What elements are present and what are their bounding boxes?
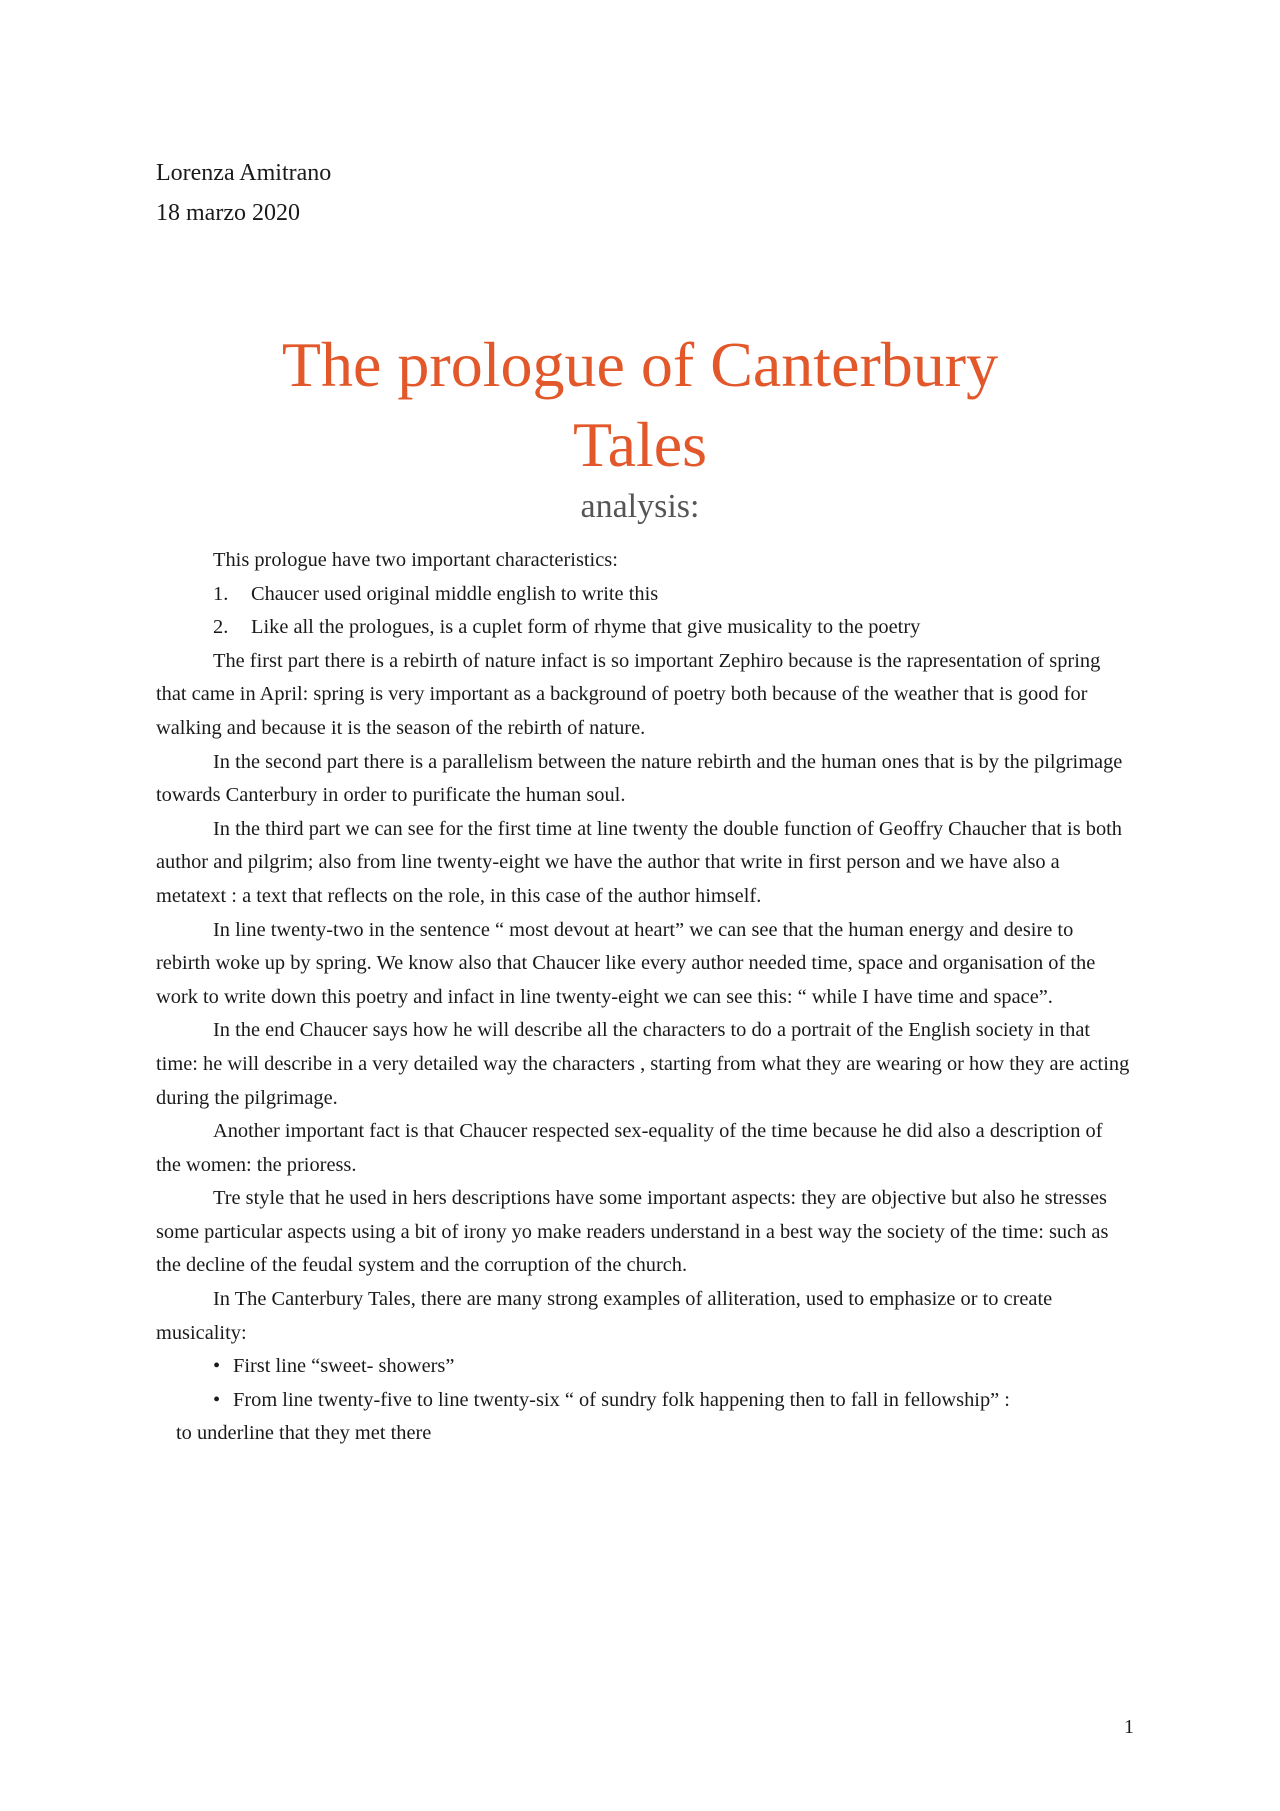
item-number: 1. [213, 582, 229, 605]
paragraph-characters: In the end Chaucer says how he will describe all the characters to do a portrait of the English society in that time: he will describe in a very detailed way the characters , starting from what they are wearing or how they are acting during the pilgrimage. [156, 1019, 1130, 1109]
item-text: Chaucer used original middle english to write this [251, 582, 659, 605]
document-title [0, 325, 1280, 485]
author-name: Lorenza Amitrano [156, 160, 332, 186]
paragraph-sex-equality: Another important fact is that Chaucer respected sex-equality of the time because he did also a description of the women: the prioress. [156, 1120, 1103, 1176]
author-block [156, 153, 331, 233]
bullet-icon: • [213, 1388, 221, 1411]
page-number: 1 [1124, 1716, 1134, 1738]
bullet-text: First line “sweet- showers” [233, 1355, 455, 1378]
paragraph-line-twenty-two: In line twenty-two in the sentence “ most devout at heart” we can see that the human energy and desire to rebirth woke up by spring. We know also that Chaucer like every author needed time, space and organisation of the work to write down this poetry and infact in line twenty-eight we can see this: “ while I have time and space”. [156, 918, 1096, 1008]
document-subtitle: analysis: [580, 488, 700, 525]
item-number: 2. [213, 616, 229, 639]
bullet-continuation: to underline that they met there [176, 1422, 432, 1445]
intro-paragraph: This prologue have two important characteristics: [213, 549, 618, 571]
paragraph-second-part: In the second part there is a parallelism between the nature rebirth and the human ones that is by the pilgrimage towards Canterbury in order to purificate the human soul. [156, 750, 1123, 807]
bullet-text: From line twenty-five to line twenty-six “ of sundry folk happening then to fall in fellowship” : [233, 1388, 1010, 1411]
title-line-1: The prologue of Canterbury [281, 329, 999, 400]
numbered-item [156, 578, 1131, 612]
bullet-item [156, 1350, 1131, 1384]
paragraph-style: Tre style that he used in hers descriptions have some important aspects: they are objective but also he stresses some particular aspects using a bit of irony yo make readers understand in a best way the society of the time: such as the decline of the feudal system and the corruption of the church. [156, 1187, 1109, 1277]
paragraph-alliteration: In The Canterbury Tales, there are many strong examples of alliteration, used to emphasize or to create musicality: [156, 1288, 1053, 1344]
numbered-item [156, 611, 1131, 645]
item-text: Like all the prologues, is a cuplet form of rhyme that give musicality to the poetry [251, 616, 921, 639]
body-text [156, 544, 1131, 1451]
title-line-2: Tales [572, 409, 708, 480]
bullet-icon: • [213, 1355, 221, 1378]
bullet-item [156, 1384, 1131, 1418]
paragraph-first-part: The first part there is a rebirth of nature infact is so important Zephiro because is the rapresentation of spring that came in April: spring is very important as a background of poetry both because of the weather that is good for walking and because it is the season of the rebirth of nature. [156, 649, 1101, 739]
document-date: 18 marzo 2020 [156, 200, 300, 226]
paragraph-third-part: In the third part we can see for the first time at line twenty the double function of Geoffry Chaucher that is both author and pilgrim; also from line twenty-eight we have the author that write in first person and we have also a metatext : a text that reflects on the role, in this case of the author himself. [156, 817, 1122, 907]
